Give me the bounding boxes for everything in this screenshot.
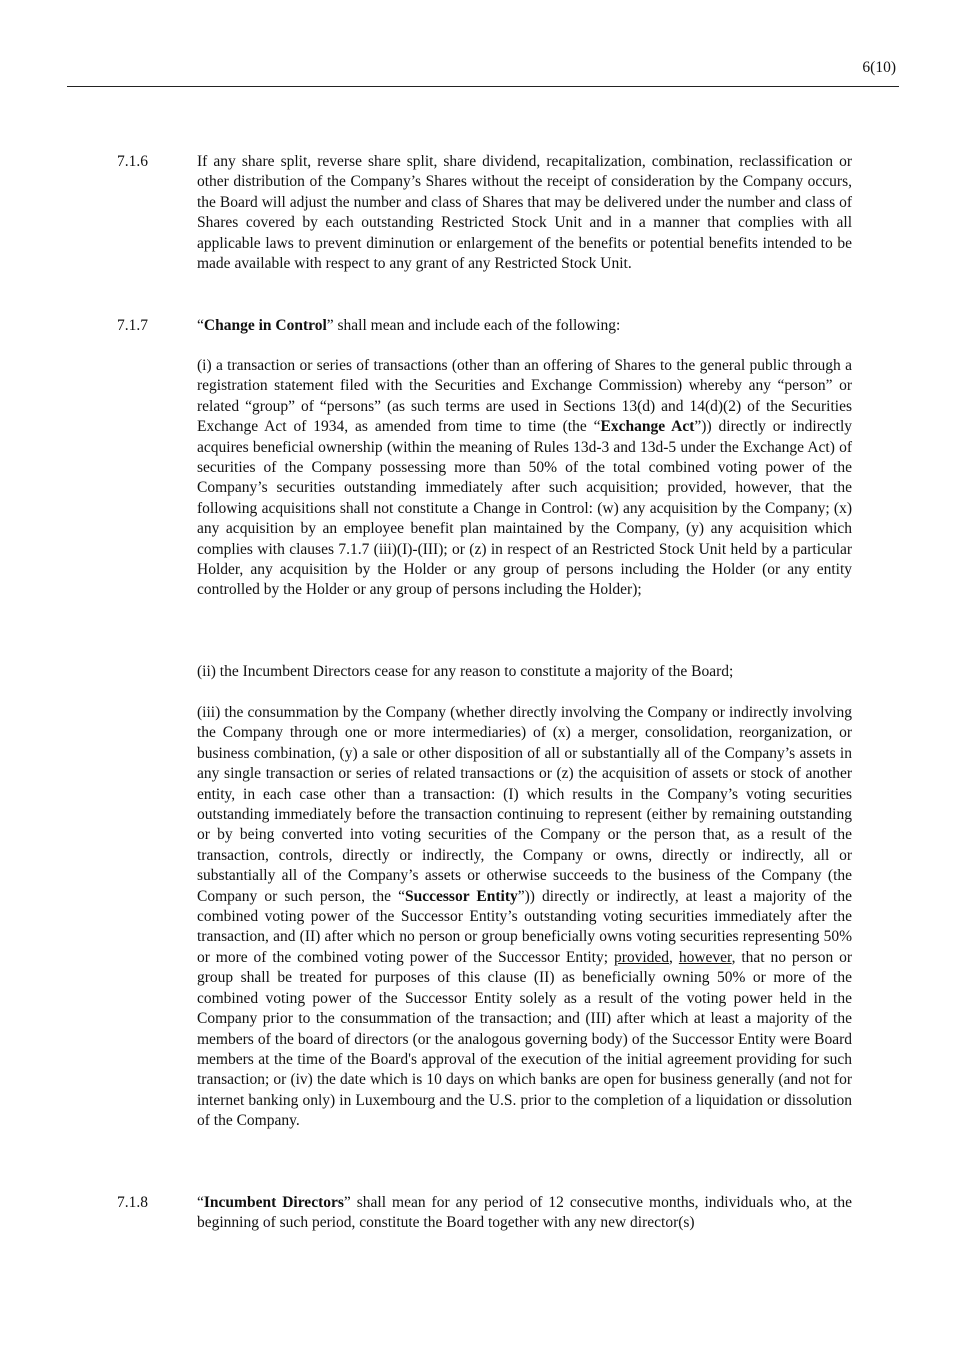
clause-number: 7.1.7 bbox=[117, 317, 148, 334]
underlined-term: however bbox=[678, 948, 732, 966]
clause-7-1-6 bbox=[117, 152, 852, 274]
clause-text: If any share split, reverse share split, share dividend, recapitalization, combination, reclassification or other distribution of the Company’s Shares without the receipt of consideration by the Company occurs, the Board will adjust the number and class of Shares that may be delivered under the number and class of Shares covered by each outstanding Restricted Stock Unit and in a manner that complies with all applicable laws to prevent diminution or enlargement of the benefits or potential benefits intended to be made available with respect to any grant of any Restricted Stock Unit. bbox=[197, 153, 852, 273]
defined-term: Change in Control bbox=[203, 317, 327, 334]
clause-intro: “Change in Control” shall mean and include each of the following: bbox=[197, 317, 621, 334]
clause-number: 7.1.8 bbox=[117, 1194, 148, 1211]
clause-7-1-8 bbox=[117, 1193, 852, 1234]
clause-7-1-7 bbox=[117, 316, 852, 336]
defined-term: Exchange Act bbox=[600, 418, 695, 436]
defined-term: Incumbent Directors bbox=[203, 1194, 344, 1211]
clause-text: “Incumbent Directors” shall mean for any period of 12 consecutive months, individuals who, at the beginning of such period, constitute the Board together with any new director(s) bbox=[197, 1194, 853, 1232]
change-in-control-item-ii: (ii) the Incumbent Directors cease for any reason to constitute a majority of the Board; bbox=[197, 663, 734, 680]
header-divider bbox=[67, 86, 899, 87]
underlined-term: provided bbox=[613, 948, 670, 966]
defined-term: Successor Entity bbox=[405, 887, 518, 905]
page-number: 6(10) bbox=[862, 59, 896, 76]
change-in-control-item-iii: (iii) the consummation by the Company (whether directly involving the Company or indirectly involving the Company through one or more intermediaries) of (x) a merger, consolidation, reorganization, or business combination, (y) a sale or other disposition of all or substantially all of the Company’s assets in any single transaction or series of related transactions or (z) the acquisition of assets or stock of another entity, in each case other than a transaction: (I) which results in the Company’s voting securities outstanding immediately before the transaction continuing to represent (either by remaining outstanding or by being converted into voting securities of the Company or the person that, as a result of the transaction, controls, directly or indirectly, the Company or owns, directly or indirectly, all or substantially all of the Company’s assets or otherwise succeeds to the business of the Company (the Company or such person, the “Successor Entity”)) directly or indirectly, at least a majority of the combined voting power of the Successor Entity’s outstanding voting securities immediately after the transaction, and (II) after which no person or group beneficially owns voting securities representing 50% or more of the combined voting power of the Successor Entity; provided, however, that no person or group shall be treated for purposes of this clause (II) as beneficially owning 50% or more of the combined voting power of the Successor Entity solely as a result of the voting power held in the Company prior to the consummation of the transaction; and (III) after which at least a majority of the members of the board of directors (or the analogous governing body) of the Successor Entity were Board members at the time of the Board's approval of the execution of the initial agreement providing for such transaction; or (iv) the date which is 10 days on which banks are open for business generally (and not for internet banking only) in Luxembourg and the U.S. prior to the completion of a liquidation or dissolution of the Company. bbox=[197, 704, 853, 1130]
clause-number: 7.1.6 bbox=[117, 153, 148, 170]
change-in-control-item-i: (i) a transaction or series of transactions (other than an offering of Shares to the general public through a registration statement filed with the Securities and Exchange Commission) whereby any “person” or related “group” of “persons” (as such terms are used in Sections 13(d) and 14(d)(2) of the Securities Exchange Act of 1934, as amended from time to time (the “Exchange Act”)) directly or indirectly acquires beneficial ownership (within the meaning of Rules 13d-3 and 13d-5 under the Exchange Act) of securities of the Company possessing more than 50% of the total combined voting power of the Company’s securities outstanding immediately after such acquisition; provided, however, that the following acquisitions shall not constitute a Change in Control: (w) any acquisition by the Company; (x) any acquisition by an employee benefit plan maintained by the Company, (y) any acquisition which complies with clauses 7.1.7 (iii)(I)-(III); or (z) in respect of an Restricted Stock Unit held by a particular Holder, any acquisition by the Holder or any group of persons including the Holder (or any entity controlled by the Holder or any group of persons including the Holder); bbox=[197, 357, 852, 599]
